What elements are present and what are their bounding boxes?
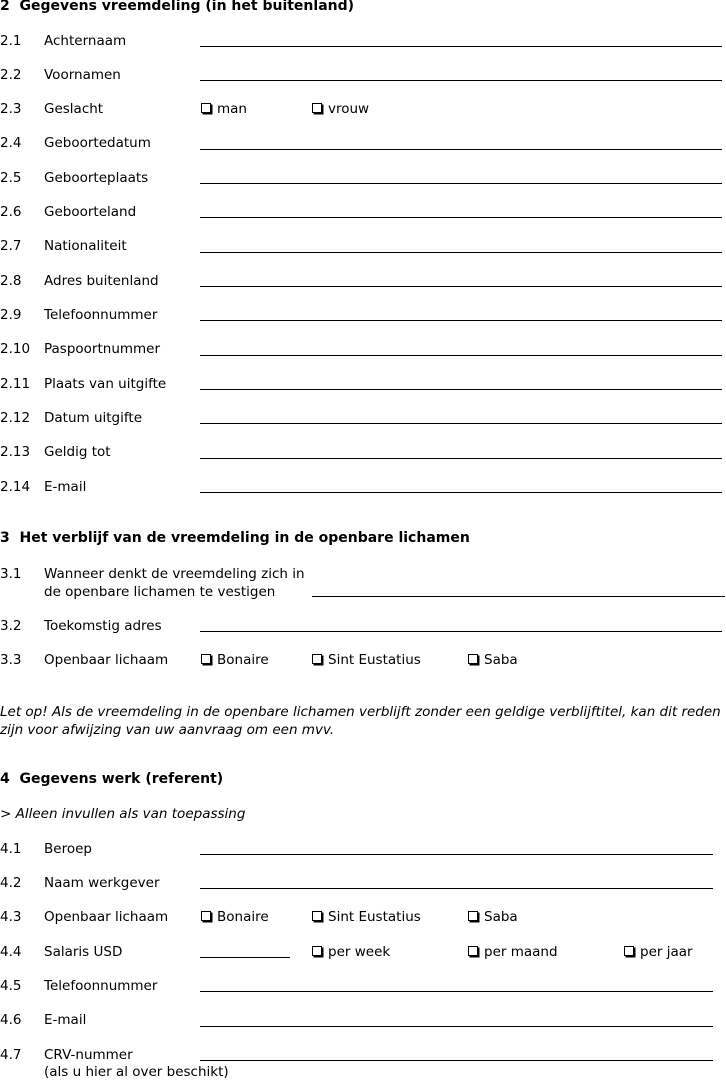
email-werk-input[interactable]: [200, 1026, 713, 1027]
beroep-input[interactable]: [200, 854, 713, 855]
checkbox-icon: [468, 911, 478, 921]
section-2-heading: 2 Gegevens vreemdeling (in het buitenland): [0, 0, 355, 14]
checkbox-icon: [468, 946, 478, 956]
field-number: 4.2: [0, 875, 22, 891]
field-number: 2.2: [0, 67, 22, 83]
paspoortnummer-input[interactable]: [200, 355, 722, 356]
field-number: 2.14: [0, 479, 31, 495]
voornamen-input[interactable]: [200, 80, 722, 81]
checkbox-sint-eustatius[interactable]: Sint Eustatius: [312, 652, 421, 668]
field-label-crv-nummer: CRV-nummer: [44, 1047, 133, 1063]
field-number: 2.5: [0, 170, 22, 186]
checkbox-icon: [201, 103, 211, 113]
checkbox-icon: [312, 946, 322, 956]
telefoonnummer-input[interactable]: [200, 320, 722, 321]
field-label-geboortedatum: Geboortedatum: [44, 135, 151, 151]
field-label-email: E-mail: [44, 479, 87, 495]
checkbox-icon: [312, 103, 322, 113]
adres-buitenland-input[interactable]: [200, 286, 722, 287]
vestigingsdatum-input[interactable]: [312, 596, 725, 597]
field-number: 2.4: [0, 135, 22, 151]
field-number: 4.3: [0, 909, 22, 925]
field-label-geldig-tot: Geldig tot: [44, 444, 111, 460]
field-label-telefoonnummer: Telefoonnummer: [44, 307, 158, 323]
geboorteplaats-input[interactable]: [200, 183, 722, 184]
plaats-van-uitgifte-input[interactable]: [200, 389, 722, 390]
toekomstig-adres-input[interactable]: [200, 631, 722, 632]
field-number: 3.1: [0, 566, 22, 582]
checkbox-man[interactable]: man: [201, 101, 247, 117]
email-input[interactable]: [200, 492, 722, 493]
field-number: 3.2: [0, 618, 22, 634]
checkbox-icon: [312, 911, 322, 921]
field-number: 4.1: [0, 841, 22, 857]
instruction-text: > Alleen invullen als van toepassing: [0, 806, 246, 822]
geboorteland-input[interactable]: [200, 217, 722, 218]
salaris-input[interactable]: [200, 957, 290, 958]
field-label-geboorteland: Geboorteland: [44, 204, 137, 220]
checkbox-per-maand[interactable]: per maand: [468, 944, 558, 960]
field-number: 4.5: [0, 978, 22, 994]
field-number: 2.6: [0, 204, 22, 220]
field-number: 2.12: [0, 410, 31, 426]
field-number: 2.1: [0, 33, 22, 49]
field-number: 2.13: [0, 444, 31, 460]
field-label-datum-uitgifte: Datum uitgifte: [44, 410, 142, 426]
field-label-toekomstig-adres: Toekomstig adres: [44, 618, 162, 634]
field-label-achternaam: Achternaam: [44, 33, 127, 49]
checkbox-bonaire[interactable]: Bonaire: [201, 652, 269, 668]
field-number: 2.11: [0, 376, 31, 392]
warning-note: Let op! Als de vreemdeling in de openbare lichamen verblijft zonder een geldige verblijftitel, kan dit reden zijn voor afwijzing van uw aanvraag om een mvv.: [0, 704, 721, 738]
field-number: 2.10: [0, 341, 31, 357]
field-label-email-werk: E-mail: [44, 1012, 87, 1028]
geboortedatum-input[interactable]: [200, 149, 722, 150]
geldig-tot-input[interactable]: [200, 458, 722, 459]
field-label-paspoortnummer: Paspoortnummer: [44, 341, 161, 357]
field-label-plaats-van-uitgifte: Plaats van uitgifte: [44, 376, 167, 392]
field-label-geboorteplaats: Geboorteplaats: [44, 170, 149, 186]
field-number: 2.8: [0, 273, 22, 289]
nationaliteit-input[interactable]: [200, 252, 722, 253]
checkbox-saba-werk[interactable]: Saba: [468, 909, 518, 925]
field-label-telefoonnummer-werk: Telefoonnummer: [44, 978, 158, 994]
checkbox-icon: [624, 946, 634, 956]
field-label-vestigen-line1: Wanneer denkt de vreemdeling zich in: [44, 566, 305, 582]
checkbox-bonaire-werk[interactable]: Bonaire: [201, 909, 269, 925]
field-label-nationaliteit: Nationaliteit: [44, 238, 127, 254]
telefoonnummer-werk-input[interactable]: [200, 991, 713, 992]
field-label-openbaar-lichaam-werk: Openbaar lichaam: [44, 909, 169, 925]
checkbox-saba[interactable]: Saba: [468, 652, 518, 668]
field-label-beroep: Beroep: [44, 841, 92, 857]
field-number: 4.4: [0, 944, 22, 960]
field-label-salaris-usd: Salaris USD: [44, 944, 123, 960]
field-label-voornamen: Voornamen: [44, 67, 121, 83]
field-number: 2.3: [0, 101, 22, 117]
checkbox-per-week[interactable]: per week: [312, 944, 390, 960]
datum-uitgifte-input[interactable]: [200, 423, 722, 424]
field-label-vestigen-line2: de openbare lichamen te vestigen: [44, 584, 276, 600]
field-number: 2.7: [0, 238, 22, 254]
checkbox-sint-eustatius-werk[interactable]: Sint Eustatius: [312, 909, 421, 925]
checkbox-per-jaar[interactable]: per jaar: [624, 944, 693, 960]
field-label-openbaar-lichaam: Openbaar lichaam: [44, 652, 169, 668]
field-label-adres-buitenland: Adres buitenland: [44, 273, 159, 289]
field-number: 2.9: [0, 307, 22, 323]
checkbox-icon: [201, 911, 211, 921]
field-number: 3.3: [0, 652, 22, 668]
checkbox-icon: [468, 654, 478, 664]
field-label-crv-nummer-hint: (als u hier al over beschikt): [44, 1064, 229, 1080]
section-4-heading: 4 Gegevens werk (referent): [0, 771, 224, 787]
field-number: 4.6: [0, 1012, 22, 1028]
field-number: 4.7: [0, 1047, 22, 1063]
naam-werkgever-input[interactable]: [200, 888, 713, 889]
field-label-naam-werkgever: Naam werkgever: [44, 875, 160, 891]
achternaam-input[interactable]: [200, 46, 722, 47]
section-3-heading: 3 Het verblijf van de vreemdeling in de openbare lichamen: [0, 530, 470, 546]
checkbox-vrouw[interactable]: vrouw: [312, 101, 369, 117]
crv-nummer-input[interactable]: [200, 1060, 713, 1061]
checkbox-icon: [201, 654, 211, 664]
field-label-geslacht: Geslacht: [44, 101, 104, 117]
checkbox-icon: [312, 654, 322, 664]
